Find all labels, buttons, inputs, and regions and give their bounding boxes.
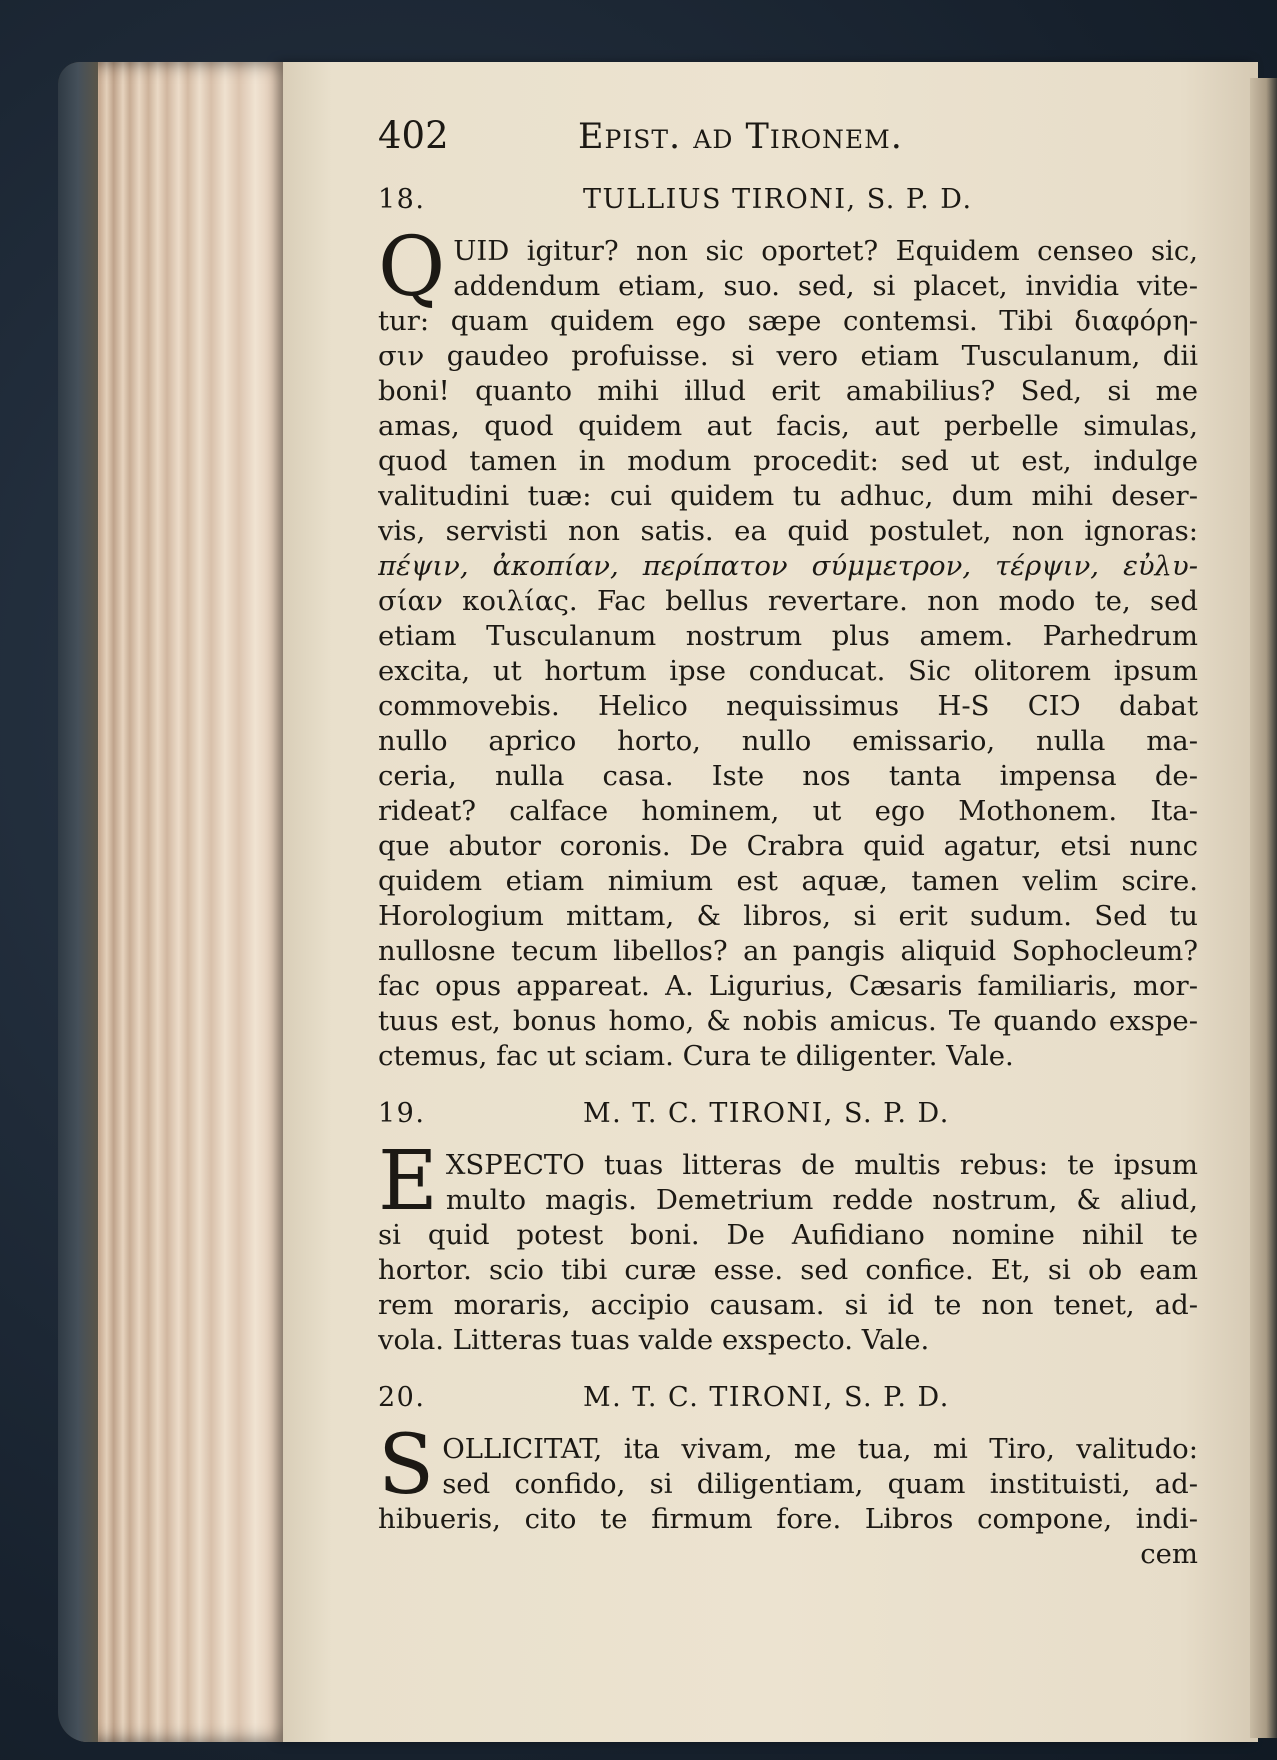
text-line: quidem etiam nimium est aquæ, tamen velim scire. xyxy=(378,865,1198,897)
letter-salutation: TULLIUS TIRONI, S. P. D. xyxy=(583,184,973,215)
page-text xyxy=(378,114,1198,1594)
text-line: etiam Tusculanum nostrum plus amem. Parhedrum xyxy=(378,620,1198,652)
text-line: vis, servisti non satis. ea quid postulet, non ignoras: xyxy=(378,515,1198,547)
text-line: nullo aprico horto, nullo emissario, nulla ma- xyxy=(378,725,1198,757)
letter-heading xyxy=(378,182,1198,234)
letter-salutation: M. T. C. TIRONI, S. P. D. xyxy=(583,1382,950,1413)
text-line: OLLICITAT, ita vivam, me tua, mi Tiro, valitudo: xyxy=(442,1433,1198,1465)
text-line: XSPECTO tuas litteras de multis rebus: te ipsum xyxy=(445,1149,1198,1181)
text-line: boni! quanto mihi illud erit amabilius? Sed, si me xyxy=(378,375,1198,407)
drop-capital: E xyxy=(378,1134,438,1229)
text-line: rideat? calface hominem, ut ego Mothonem. Ita- xyxy=(378,795,1198,827)
text-line: rem moraris, accipio causam. si id te non tenet, ad- xyxy=(378,1289,1198,1321)
letter-body xyxy=(378,1418,1198,1572)
book-page-edges xyxy=(58,62,290,1742)
text-line: σίαν κοιλίας. Fac bellus revertare. non modo te, sed xyxy=(378,585,1198,617)
text-line: multo magis. Demetrium redde nostrum, & aliud, xyxy=(445,1184,1198,1216)
text-line: fac opus appareat. A. Ligurius, Cæsaris familiaris, mor- xyxy=(378,970,1198,1002)
text-line: tuus est, bonus homo, & nobis amicus. Te quando exspe- xyxy=(378,1005,1198,1037)
page-number: 402 xyxy=(378,114,449,157)
catchword: cem xyxy=(1140,1538,1198,1570)
text-line: addendum etiam, suo. sed, si placet, invidia vite- xyxy=(453,270,1198,302)
letter-body xyxy=(378,1134,1198,1358)
text-line: commovebis. Helico nequissimus H-S CIↃ dabat xyxy=(378,690,1198,722)
text-line: hibueris, cito te firmum fore. Libros compone, indi- xyxy=(378,1503,1198,1535)
text-line: σιν gaudeo profuisse. si vero etiam Tusculanum, dii xyxy=(378,340,1198,372)
drop-capital: S xyxy=(378,1418,435,1513)
text-line: nullosne tecum libellos? an pangis aliquid Sophocleum? xyxy=(378,935,1198,967)
letter-number: 19. xyxy=(378,1098,426,1129)
text-line-greek: πέψιν, ἀκοπίαν, περίπατον σύμμετρον, τέρψιν, εὐλυ- xyxy=(378,550,1198,582)
text-line: que abutor coronis. De Crabra quid agatur, etsi nunc xyxy=(378,830,1198,862)
text-line: sed confido, si diligentiam, quam instituisti, ad- xyxy=(442,1468,1198,1500)
text-line: amas, quod quidem aut facis, aut perbelle simulas, xyxy=(378,410,1198,442)
letter-heading xyxy=(378,1380,1198,1432)
facing-page-edge xyxy=(1250,78,1277,1738)
running-head xyxy=(378,114,1198,178)
letter-number: 18. xyxy=(378,184,426,215)
text-line: tur: quam quidem ego sæpe contemsi. Tibi διαφόρη- xyxy=(378,305,1198,337)
text-line: Horologium mittam, & libros, si erit sudum. Sed tu xyxy=(378,900,1198,932)
text-line: valitudini tuæ: cui quidem tu adhuc, dum mihi deser- xyxy=(378,480,1198,512)
text-line: si quid potest boni. De Aufidiano nomine nihil te xyxy=(378,1219,1198,1251)
letter-body xyxy=(378,220,1198,1074)
text-line: excita, ut hortum ipse conducat. Sic olitorem ipsum xyxy=(378,655,1198,687)
text-line: hortor. scio tibi curæ esse. sed confice. Et, si ob eam xyxy=(378,1254,1198,1286)
letter-salutation: M. T. C. TIRONI, S. P. D. xyxy=(583,1098,950,1129)
letter-heading xyxy=(378,1096,1198,1148)
text-line: UID igitur? non sic oportet? Equidem censeo sic, xyxy=(453,235,1198,267)
text-line-last: vola. Litteras tuas valde exspecto. Vale. xyxy=(378,1324,930,1356)
text-line-last: ctemus, fac ut sciam. Cura te diligenter. Vale. xyxy=(378,1040,1014,1072)
text-line: ceria, nulla casa. Iste nos tanta impensa de- xyxy=(378,760,1198,792)
drop-capital: Q xyxy=(378,220,446,315)
letter-number: 20. xyxy=(378,1382,426,1413)
text-line: quod tamen in modum procedit: sed ut est, indulge xyxy=(378,445,1198,477)
running-title: Epist. ad Tironem. xyxy=(578,117,903,157)
